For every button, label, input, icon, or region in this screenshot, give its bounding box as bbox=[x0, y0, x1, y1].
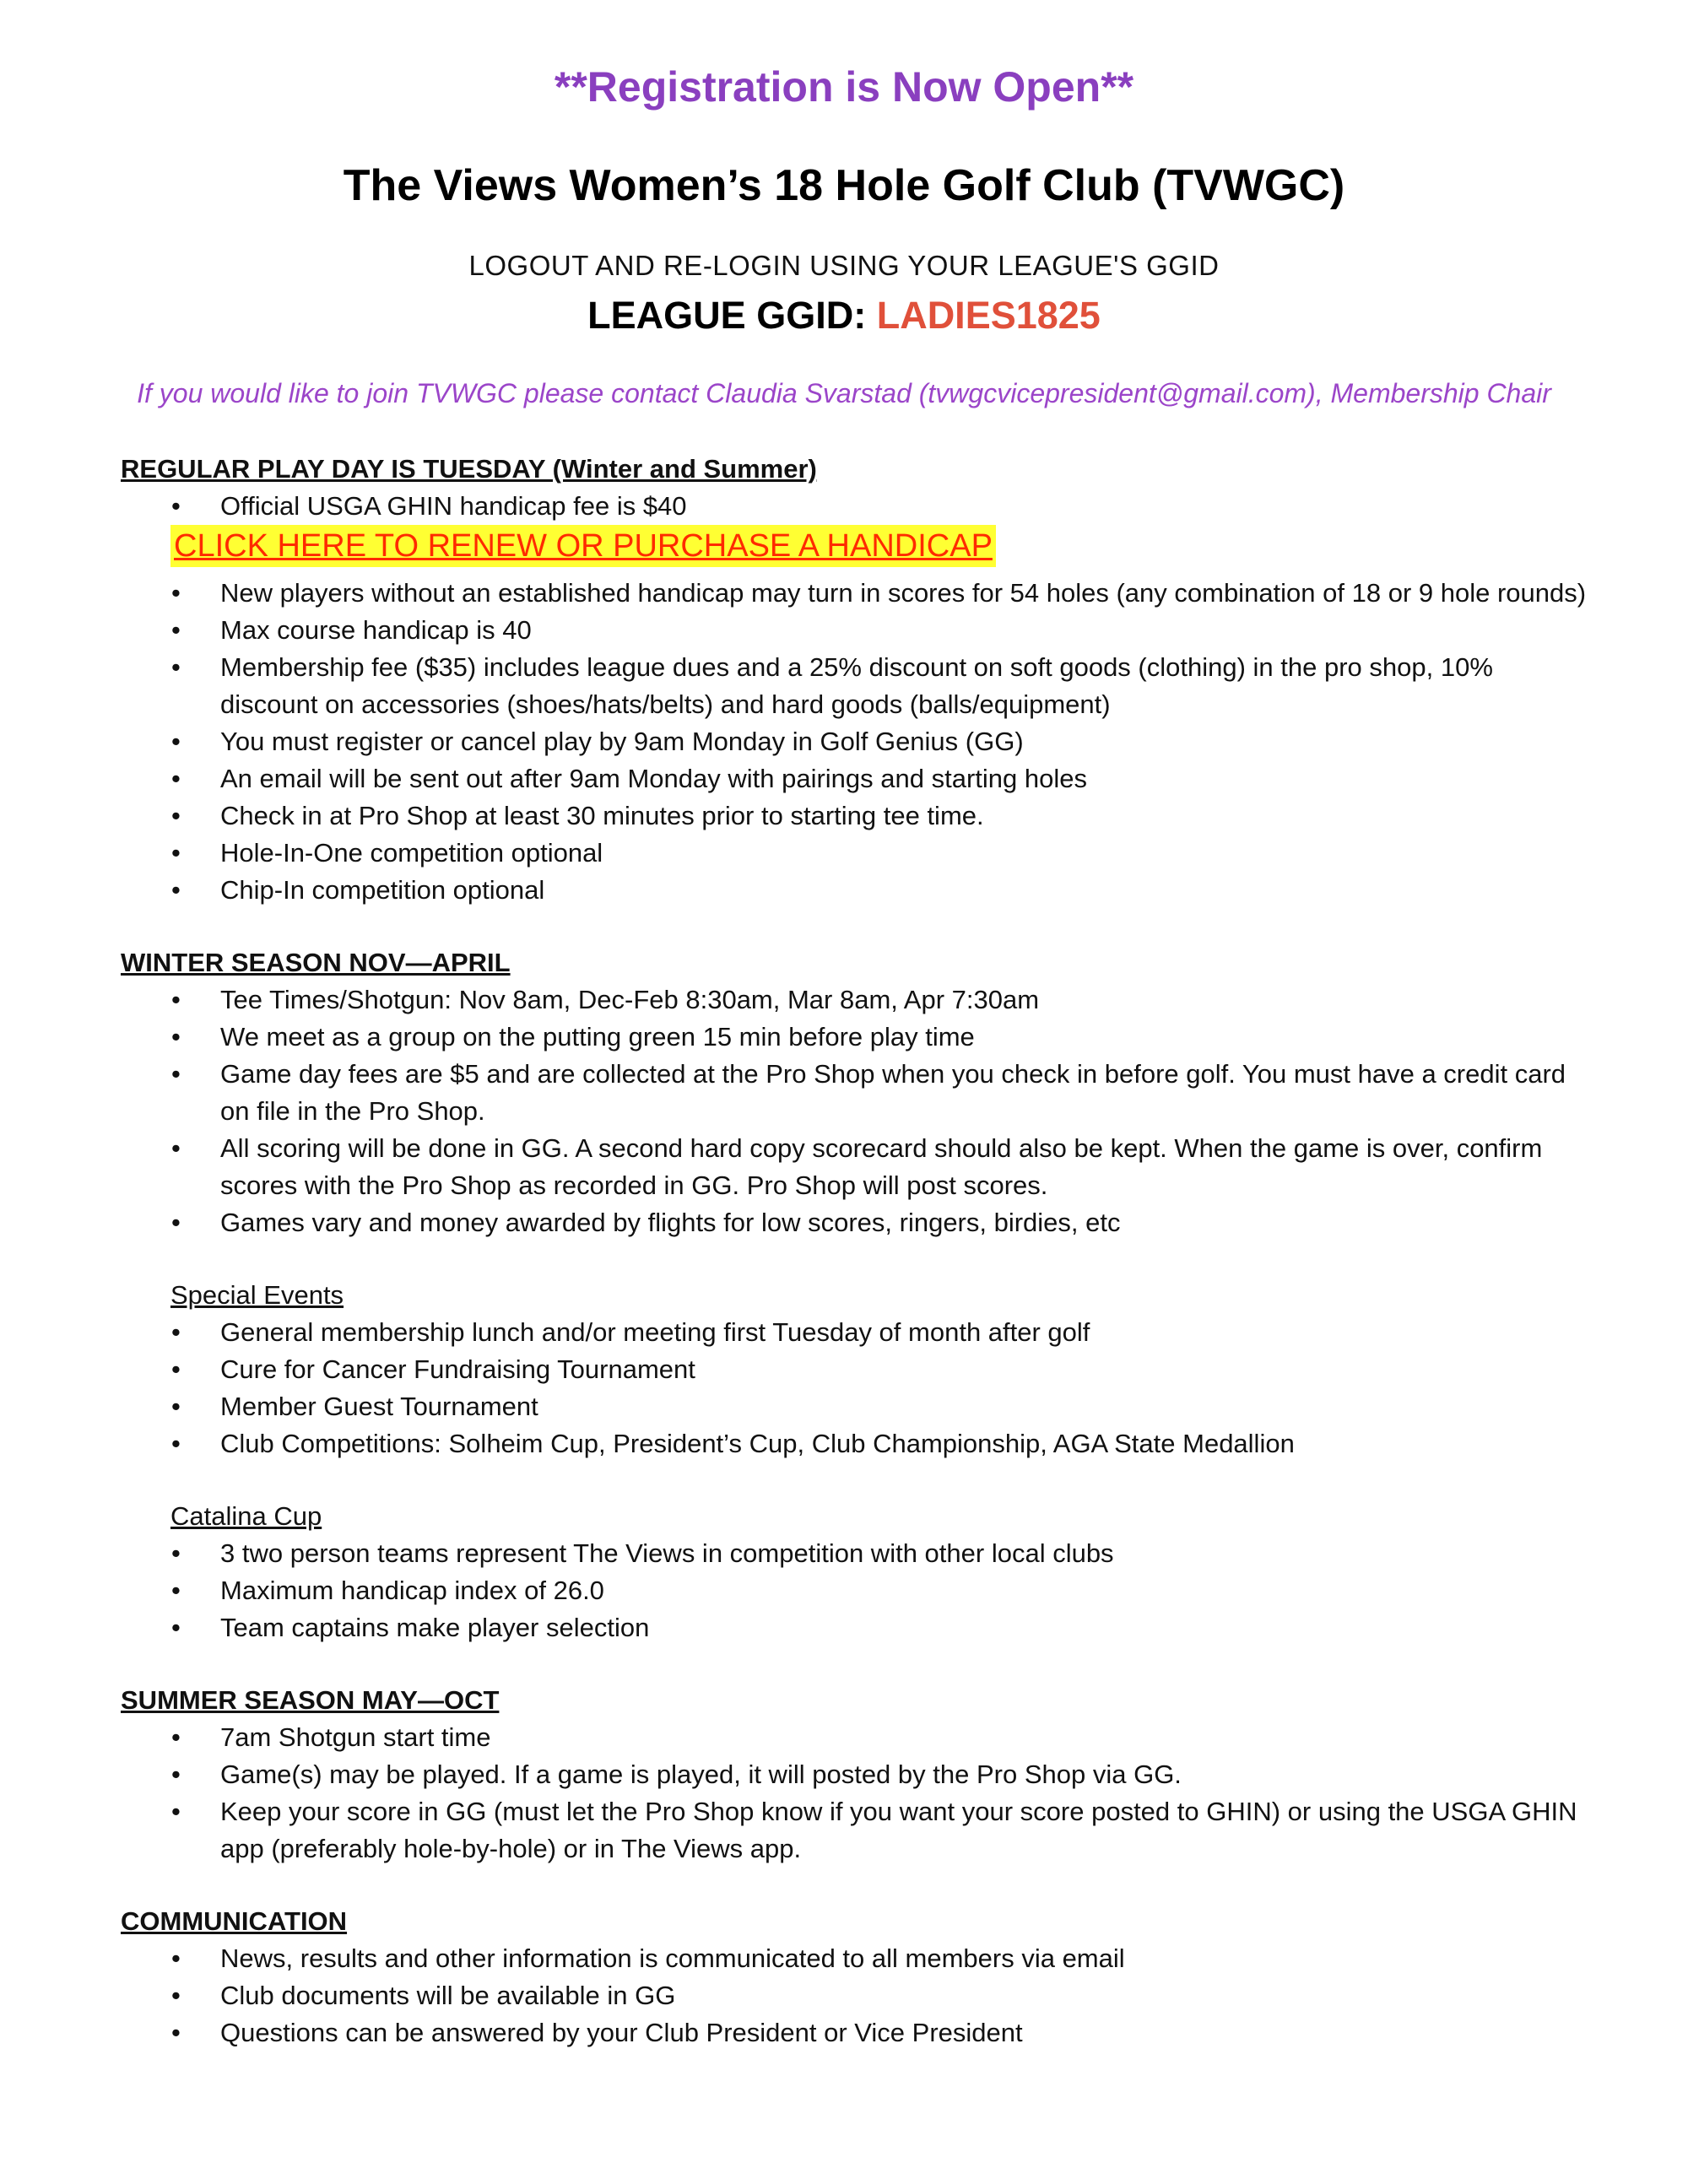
list-item: • All scoring will be done in GG. A second hard copy scorecard should also be kept. When the game is over, confirm scores with the Pro Shop as recorded in GG. Pro Shop will post scores. bbox=[121, 1130, 1587, 1204]
logout-instruction: LOGOUT AND RE-LOGIN USING YOUR LEAGUE'S GGID bbox=[468, 250, 1220, 281]
section-summer-season bbox=[121, 1682, 1587, 1868]
bullet-icon: • bbox=[171, 1722, 181, 1752]
bullet-icon: • bbox=[171, 727, 181, 756]
list-item: • Keep your score in GG (must let the Pro Shop know if you want your score posted to GHIN) or using the USGA GHIN app (preferably hole-by-hole) or in The Views app. bbox=[121, 1793, 1587, 1868]
list-item: • Maximum handicap index of 26.0 bbox=[121, 1572, 1587, 1609]
bullet-icon: • bbox=[171, 491, 181, 521]
list-item: • Tee Times/Shotgun: Nov 8am, Dec-Feb 8:30am, Mar 8am, Apr 7:30am bbox=[121, 981, 1587, 1019]
page-title: The Views Women’s 18 Hole Golf Club (TVWGC) bbox=[343, 161, 1345, 210]
renew-handicap-link[interactable]: CLICK HERE TO RENEW OR PURCHASE A HANDICAP bbox=[170, 525, 996, 567]
section-regular-play bbox=[121, 451, 1587, 909]
section-heading: WINTER SEASON NOV—APRIL bbox=[121, 948, 511, 977]
ggid-label: LEAGUE GGID: bbox=[587, 294, 867, 337]
section-heading: REGULAR PLAY DAY IS TUESDAY (Winter and Summer) bbox=[121, 454, 817, 484]
bullet-icon: • bbox=[171, 1133, 181, 1163]
bullet-icon: • bbox=[171, 1760, 181, 1789]
join-contact-line: If you would like to join TVWGC please contact Claudia Svarstad (tvwgcvicepresident@gmail.com), Membership Chair bbox=[137, 378, 1551, 408]
spacer bbox=[121, 1646, 1587, 1682]
list-item: • Membership fee ($35) includes league dues and a 25% discount on soft goods (clothing) in the pro shop, 10% discount on accessories (shoes/hats/belts) and hard goods (balls/equipment) bbox=[121, 649, 1587, 723]
bullet-icon: • bbox=[171, 1022, 181, 1051]
subsection-heading: Special Events bbox=[170, 1280, 344, 1310]
catalina-list bbox=[121, 1535, 1587, 1646]
list-item: • Hole-In-One competition optional bbox=[121, 835, 1587, 872]
bullet-icon: • bbox=[171, 1538, 181, 1568]
spacer bbox=[121, 1868, 1587, 1903]
list-item: • Club documents will be available in GG bbox=[121, 1977, 1587, 2014]
list-item: • You must register or cancel play by 9am Monday in Golf Genius (GG) bbox=[121, 723, 1587, 760]
special-list bbox=[121, 1314, 1587, 1462]
bullet-icon: • bbox=[171, 764, 181, 793]
bullet-icon: • bbox=[171, 1797, 181, 1826]
bullet-icon: • bbox=[171, 1317, 181, 1347]
bullet-icon: • bbox=[171, 1576, 181, 1605]
list-item: • Games vary and money awarded by flights for low scores, ringers, birdies, etc bbox=[121, 1204, 1587, 1241]
summer-list bbox=[121, 1719, 1587, 1868]
section-catalina-cup bbox=[121, 1498, 1587, 1646]
bullet-icon: • bbox=[171, 652, 181, 682]
bullet-icon: • bbox=[171, 1059, 181, 1089]
bullet-icon: • bbox=[171, 1208, 181, 1237]
section-heading: COMMUNICATION bbox=[121, 1906, 348, 1936]
bullet-icon: • bbox=[171, 838, 181, 868]
list-item: • Team captains make player selection bbox=[121, 1609, 1587, 1646]
list-item: • Max course handicap is 40 bbox=[121, 612, 1587, 649]
section-heading: SUMMER SEASON MAY—OCT bbox=[121, 1685, 500, 1715]
list-item: • News, results and other information is communicated to all members via email bbox=[121, 1940, 1587, 1977]
subsection-heading: Catalina Cup bbox=[170, 1501, 322, 1531]
bullet-icon: • bbox=[171, 1613, 181, 1642]
list-item: • Club Competitions: Solheim Cup, President’s Cup, Club Championship, AGA State Medallion bbox=[121, 1425, 1587, 1462]
registration-banner: **Registration is Now Open** bbox=[554, 63, 1134, 111]
ggid-code: LADIES1825 bbox=[876, 294, 1101, 337]
bullet-icon: • bbox=[171, 875, 181, 905]
list-item: • Official USGA GHIN handicap fee is $40 bbox=[121, 488, 1587, 525]
bullet-icon: • bbox=[171, 985, 181, 1014]
list-item: • Cure for Cancer Fundraising Tournament bbox=[121, 1351, 1587, 1388]
list-item: • Chip-In competition optional bbox=[121, 872, 1587, 909]
list-item: • Check in at Pro Shop at least 30 minutes prior to starting tee time. bbox=[121, 797, 1587, 835]
bullet-icon: • bbox=[171, 1429, 181, 1458]
list-item: • Game(s) may be played. If a game is played, it will posted by the Pro Shop via GG. bbox=[121, 1756, 1587, 1793]
list-item: • New players without an established handicap may turn in scores for 54 holes (any combination of 18 or 9 hole rounds) bbox=[121, 575, 1587, 612]
winter-list bbox=[121, 981, 1587, 1241]
bullet-icon: • bbox=[171, 1943, 181, 1973]
content-sections bbox=[121, 451, 1587, 2052]
list-item: • 7am Shotgun start time bbox=[121, 1719, 1587, 1756]
bullet-icon: • bbox=[171, 578, 181, 608]
bullet-icon: • bbox=[171, 2018, 181, 2047]
league-ggid bbox=[0, 294, 1688, 338]
list-item: • Questions can be answered by your Club President or Vice President bbox=[121, 2014, 1587, 2052]
spacer bbox=[121, 909, 1587, 944]
regular-list bbox=[121, 575, 1587, 909]
list-item: • Game day fees are $5 and are collected at the Pro Shop when you check in before golf. You must have a credit card on file in the Pro Shop. bbox=[121, 1056, 1587, 1130]
list-item: • Member Guest Tournament bbox=[121, 1388, 1587, 1425]
bullet-icon: • bbox=[171, 801, 181, 830]
list-item: • 3 two person teams represent The Views in competition with other local clubs bbox=[121, 1535, 1587, 1572]
renew-link-row bbox=[121, 525, 1587, 575]
regular-list-top bbox=[121, 488, 1587, 525]
spacer bbox=[121, 1462, 1587, 1498]
bullet-icon: • bbox=[171, 1981, 181, 2010]
bullet-icon: • bbox=[171, 1354, 181, 1384]
section-winter-season bbox=[121, 944, 1587, 1241]
list-item: • We meet as a group on the putting green 15 min before play time bbox=[121, 1019, 1587, 1056]
communication-list bbox=[121, 1940, 1587, 2052]
spacer bbox=[121, 1241, 1587, 1277]
section-special-events bbox=[121, 1277, 1587, 1462]
list-item: • General membership lunch and/or meeting first Tuesday of month after golf bbox=[121, 1314, 1587, 1351]
list-item: • An email will be sent out after 9am Monday with pairings and starting holes bbox=[121, 760, 1587, 797]
bullet-icon: • bbox=[171, 1392, 181, 1421]
section-communication bbox=[121, 1903, 1587, 2052]
bullet-icon: • bbox=[171, 615, 181, 645]
